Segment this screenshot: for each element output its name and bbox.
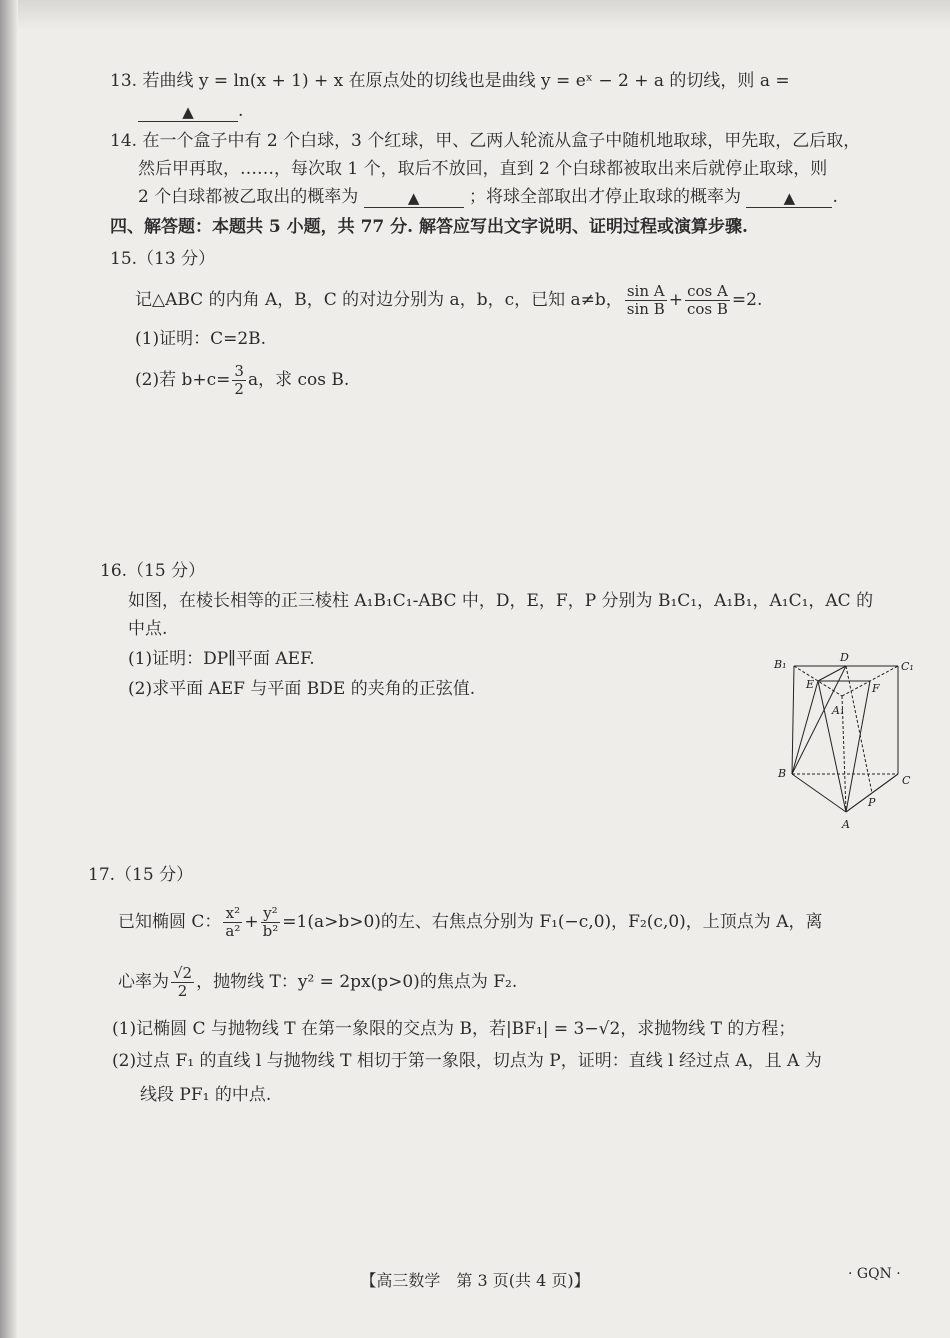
footer-code-text: · GQN · bbox=[848, 1266, 901, 1282]
label-p: P bbox=[868, 796, 876, 809]
frac-num: 3 bbox=[234, 362, 244, 380]
q14-text1: 14. 在一个盒子中有 2 个白球，3 个红球，甲、乙两人轮流从盒子中随机地取球，甲先取，乙后取， bbox=[110, 131, 861, 151]
q14-text3a: 2 个白球都被乙取出的概率为 bbox=[138, 187, 359, 207]
q17-header bbox=[88, 864, 193, 886]
q17-plus: + bbox=[244, 912, 259, 932]
edge-bb1 bbox=[792, 666, 794, 774]
q13-text: 13. 若曲线 y = ln(x + 1) + x 在原点处的切线也是曲线 y = eˣ − 2 + a 的切线，则 a = bbox=[110, 71, 790, 91]
q15-fraction-3-2 bbox=[232, 363, 246, 398]
footer-text: 【高三数学 第 3 页(共 4 页)】 bbox=[360, 1271, 590, 1290]
frac-den: cos B bbox=[686, 300, 728, 318]
triangle-icon: ▲ bbox=[407, 189, 420, 207]
frac-num: y² bbox=[261, 905, 281, 923]
q14-line1 bbox=[110, 130, 860, 152]
q13-tail: . bbox=[238, 101, 244, 121]
scan-shadow-top bbox=[0, 0, 950, 30]
q13-answer-line bbox=[138, 100, 243, 122]
q14-tail: . bbox=[832, 187, 838, 207]
q13-line1 bbox=[110, 70, 790, 92]
prism-figure bbox=[770, 648, 920, 838]
footer-code bbox=[848, 1266, 901, 1282]
q17-text1a: 已知椭圆 C： bbox=[118, 912, 222, 932]
q15-stem bbox=[135, 282, 762, 318]
q17-part2-line2 bbox=[140, 1084, 271, 1106]
q14-blank-1 bbox=[364, 187, 464, 208]
q16-part2-text: (2)求平面 AEF 与平面 BDE 的夹角的正弦值. bbox=[128, 679, 476, 699]
q14-line3 bbox=[138, 186, 838, 208]
q17-fraction-x bbox=[223, 905, 242, 940]
q15-stem-text: 记△ABC 的内角 A，B，C 的对边分别为 a，b，c，已知 a≠b， bbox=[135, 290, 623, 310]
segment-be bbox=[792, 681, 818, 774]
q15-part1-text: (1)证明：C=2B. bbox=[135, 329, 267, 349]
label-d: D bbox=[840, 651, 849, 664]
frac-num: x² bbox=[223, 905, 242, 923]
frac-den: 2 bbox=[177, 982, 188, 1000]
frac-den: a² bbox=[225, 922, 241, 940]
label-c: C bbox=[902, 774, 911, 787]
q17-header-text: 17.（15 分） bbox=[88, 865, 194, 885]
q17-part2a-text: (2)过点 F₁ 的直线 l 与抛物线 T 相切于第一象限，切点为 P，证明：直线 l 经过点 A，且 A 为 bbox=[112, 1051, 822, 1071]
q15-eq: =2. bbox=[731, 290, 763, 310]
q15-header-text: 15.（13 分） bbox=[110, 249, 216, 269]
q13-blank bbox=[138, 101, 238, 122]
frac-num: cos A bbox=[685, 283, 730, 301]
q17-fraction-y bbox=[261, 905, 281, 940]
q17-text1b: =1(a>b>0)的左、右焦点分别为 F₁(−c,0)，F₂(c,0)，上顶点为 A，离 bbox=[282, 912, 823, 932]
frac-num: √2 bbox=[173, 964, 193, 982]
segment-af bbox=[846, 681, 870, 812]
section-4-text: 四、解答题：本题共 5 小题，共 77 分. 解答应写出文字说明、证明过程或演算步骤. bbox=[110, 217, 748, 237]
q15-header bbox=[110, 248, 215, 270]
page-footer bbox=[0, 1268, 950, 1291]
q16-part1-text: (1)证明：DP∥平面 AEF. bbox=[128, 649, 315, 669]
q15-fraction-sin bbox=[625, 283, 667, 318]
frac-den: sin B bbox=[626, 300, 665, 318]
q16-header bbox=[100, 560, 205, 582]
label-a1: A₁ bbox=[832, 704, 845, 717]
q16-part1 bbox=[128, 648, 315, 670]
q16-text2: 中点. bbox=[128, 619, 168, 639]
q17-part1 bbox=[112, 1018, 795, 1040]
triangle-icon: ▲ bbox=[783, 189, 796, 207]
section-4-heading bbox=[110, 216, 748, 238]
q14-text2: 然后甲再取，……，每次取 1 个，取后不放回，直到 2 个白球都被取出来后就停止取球，则 bbox=[138, 159, 828, 179]
q17-text2a: 心率为 bbox=[118, 972, 169, 992]
frac-den: b² bbox=[262, 922, 279, 940]
q15-part2b-text: a，求 cos B. bbox=[247, 370, 350, 390]
q15-plus: + bbox=[668, 290, 683, 310]
triangle-icon: ▲ bbox=[182, 103, 194, 121]
label-e: E bbox=[806, 678, 815, 691]
q15-fraction-cos bbox=[685, 283, 730, 318]
frac-den: 2 bbox=[234, 380, 244, 398]
frac-num: sin A bbox=[625, 283, 667, 301]
q16-line2 bbox=[128, 618, 167, 640]
label-c1: C₁ bbox=[901, 660, 914, 673]
label-b: B bbox=[778, 767, 787, 780]
segment-ae bbox=[818, 681, 846, 812]
q15-part1 bbox=[135, 328, 266, 350]
label-f: F bbox=[872, 682, 880, 695]
q17-line1 bbox=[118, 902, 822, 942]
q17-text2b: ，抛物线 T：y² = 2px(p>0)的焦点为 F₂. bbox=[196, 972, 518, 992]
q16-part2 bbox=[128, 678, 475, 700]
q17-part2b-text: 线段 PF₁ 的中点. bbox=[140, 1085, 272, 1105]
q17-part1-text: (1)记椭圆 C 与抛物线 T 在第一象限的交点为 B，若|BF₁| = 3−√2，求抛物线 T 的方程； bbox=[112, 1019, 796, 1039]
q15-part2a-text: (2)若 b+c= bbox=[135, 370, 231, 390]
q16-line1 bbox=[128, 590, 873, 612]
q14-text3b: ；将球全部取出才停止取球的概率为 bbox=[469, 187, 742, 207]
q17-fraction-e bbox=[171, 965, 194, 1000]
edge-ba bbox=[792, 774, 846, 812]
q16-header-text: 16.（15 分） bbox=[100, 561, 206, 581]
q17-part2-line1 bbox=[112, 1050, 822, 1072]
q14-line2 bbox=[138, 158, 827, 180]
label-a: A bbox=[842, 818, 850, 831]
q16-text1: 如图，在棱长相等的正三棱柱 A₁B₁C₁-ABC 中，D，E，F，P 分别为 B₁C₁，A₁B₁，A₁C₁，AC 的 bbox=[128, 591, 874, 611]
label-b1: B₁ bbox=[774, 658, 787, 671]
q15-part2 bbox=[135, 362, 349, 398]
q14-blank-2 bbox=[746, 187, 832, 208]
segment-bd bbox=[792, 666, 846, 774]
scan-shadow-left bbox=[0, 0, 18, 1338]
q17-line2 bbox=[118, 962, 517, 1002]
